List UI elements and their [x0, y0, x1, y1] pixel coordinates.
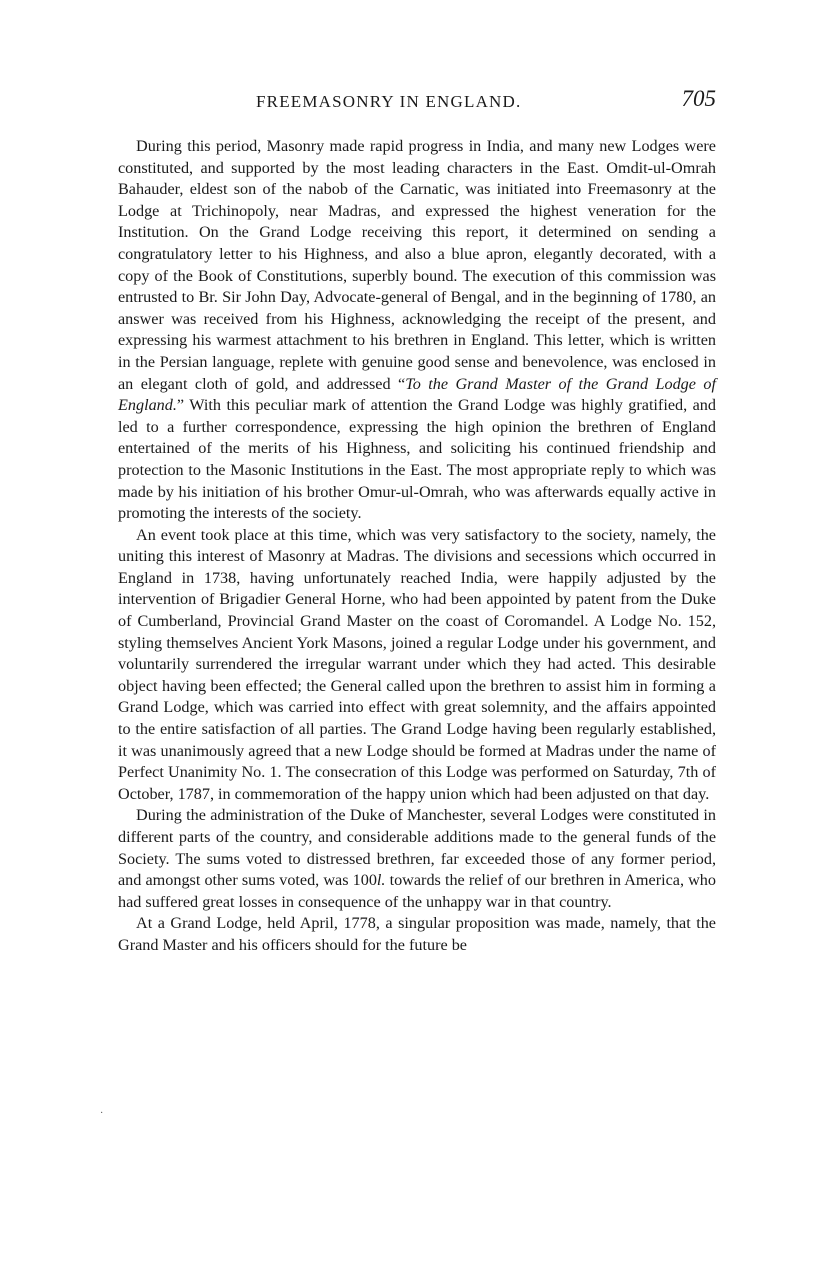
- paragraph-text: During the administration of the Duke of Manchester, several Lodges were constituted in different parts of the country, and considerable additions made to the general funds of the Society. The sums voted to distressed brethren, far exceeded those of any former period, and amongst other sums voted, was 100: [118, 806, 716, 890]
- paragraph-text: towards the relief of our brethren in America, who had suffered great losses in consequence of the unhappy war in that country.: [118, 871, 716, 911]
- page-number: 705: [681, 86, 716, 111]
- book-page: [118, 86, 716, 957]
- running-title: FREEMASONRY IN ENGLAND.: [256, 92, 522, 111]
- paragraph-grand-lodge-1778: At a Grand Lodge, held April, 1778, a singular proposition was made, namely, that the Grand Master and his officers should for the future be: [118, 914, 716, 954]
- margin-mark: ·: [100, 1108, 104, 1119]
- currency-abbreviation: l.: [376, 871, 386, 890]
- paragraph-duke-of-manchester: [118, 805, 716, 913]
- paragraph-text: During this period, Masonry made rapid progress in India, and many new Lodges were constituted, and supported by the most leading characters in the East. Omdit-ul-Omrah Bahauder, eldest son of the nabob of the Carnatic, was initiated into Freemasonry at the Lodge at Trichinopoly, near Madras, and expressed the highest veneration for the Institution. On the Grand Lodge receiving this report, it determined on sending a congratulatory letter to his Highness, and also a blue apron, elegantly decorated, with a copy of the Book of Constitutions, superbly bound. The execution of this commission was entrusted to Br. Sir John Day, Advocate-general of Bengal, and in the beginning of 1780, an answer was received from his Highness, acknowledging the receipt of the present, and expressing his warmest attachment to his brethren in England. This letter, which is written in the Persian language, replete with genuine good sense and benevolence, was enclosed in an elegant cloth of gold, and addressed “: [118, 137, 716, 393]
- paragraph-india-lodges: [118, 136, 716, 525]
- running-head: [118, 86, 716, 122]
- quoted-address: To the Grand Master of the Grand Lodge of England.: [118, 374, 716, 415]
- paragraph-madras-union: An event took place at this time, which was very satisfactory to the society, namely, the uniting this interest of Masonry at Madras. The divisions and secessions which occurred in England in 1738, having unfortunately reached India, were happily adjusted by the intervention of Brigadier General Horne, who had been appointed by patent from the Duke of Cumberland, Provincial Grand Master on the coast of Coromandel. A Lodge No. 152, styling themselves Ancient York Masons, joined a regular Lodge under his government, and voluntarily surrendered the irregular warrant under which they had acted. This desirable object having been effected; the General called upon the brethren to assist him in forming a Grand Lodge, which was carried into effect with great solemnity, and the affairs appointed to the entire satisfaction of all parties. The Grand Lodge having been regularly established, it was unanimously agreed that a new Lodge should be formed at Madras under the name of Perfect Unanimity No. 1. The consecration of this Lodge was performed on Saturday, 7th of October, 1787, in commemoration of the happy union which had been adjusted on that day.: [118, 525, 716, 803]
- paragraph-text: ” With this peculiar mark of attention the Grand Lodge was highly gratified, and led to a further correspondence, expressing the high opinion the brethren of England entertained of the merits of his Highness, and soliciting his continued friendship and protection to the Masonic Institutions in the East. The most appropriate reply to which was made by his initiation of his brother Omur-ul-Omrah, who was afterwards equally active in promoting the interests of the society.: [118, 396, 716, 523]
